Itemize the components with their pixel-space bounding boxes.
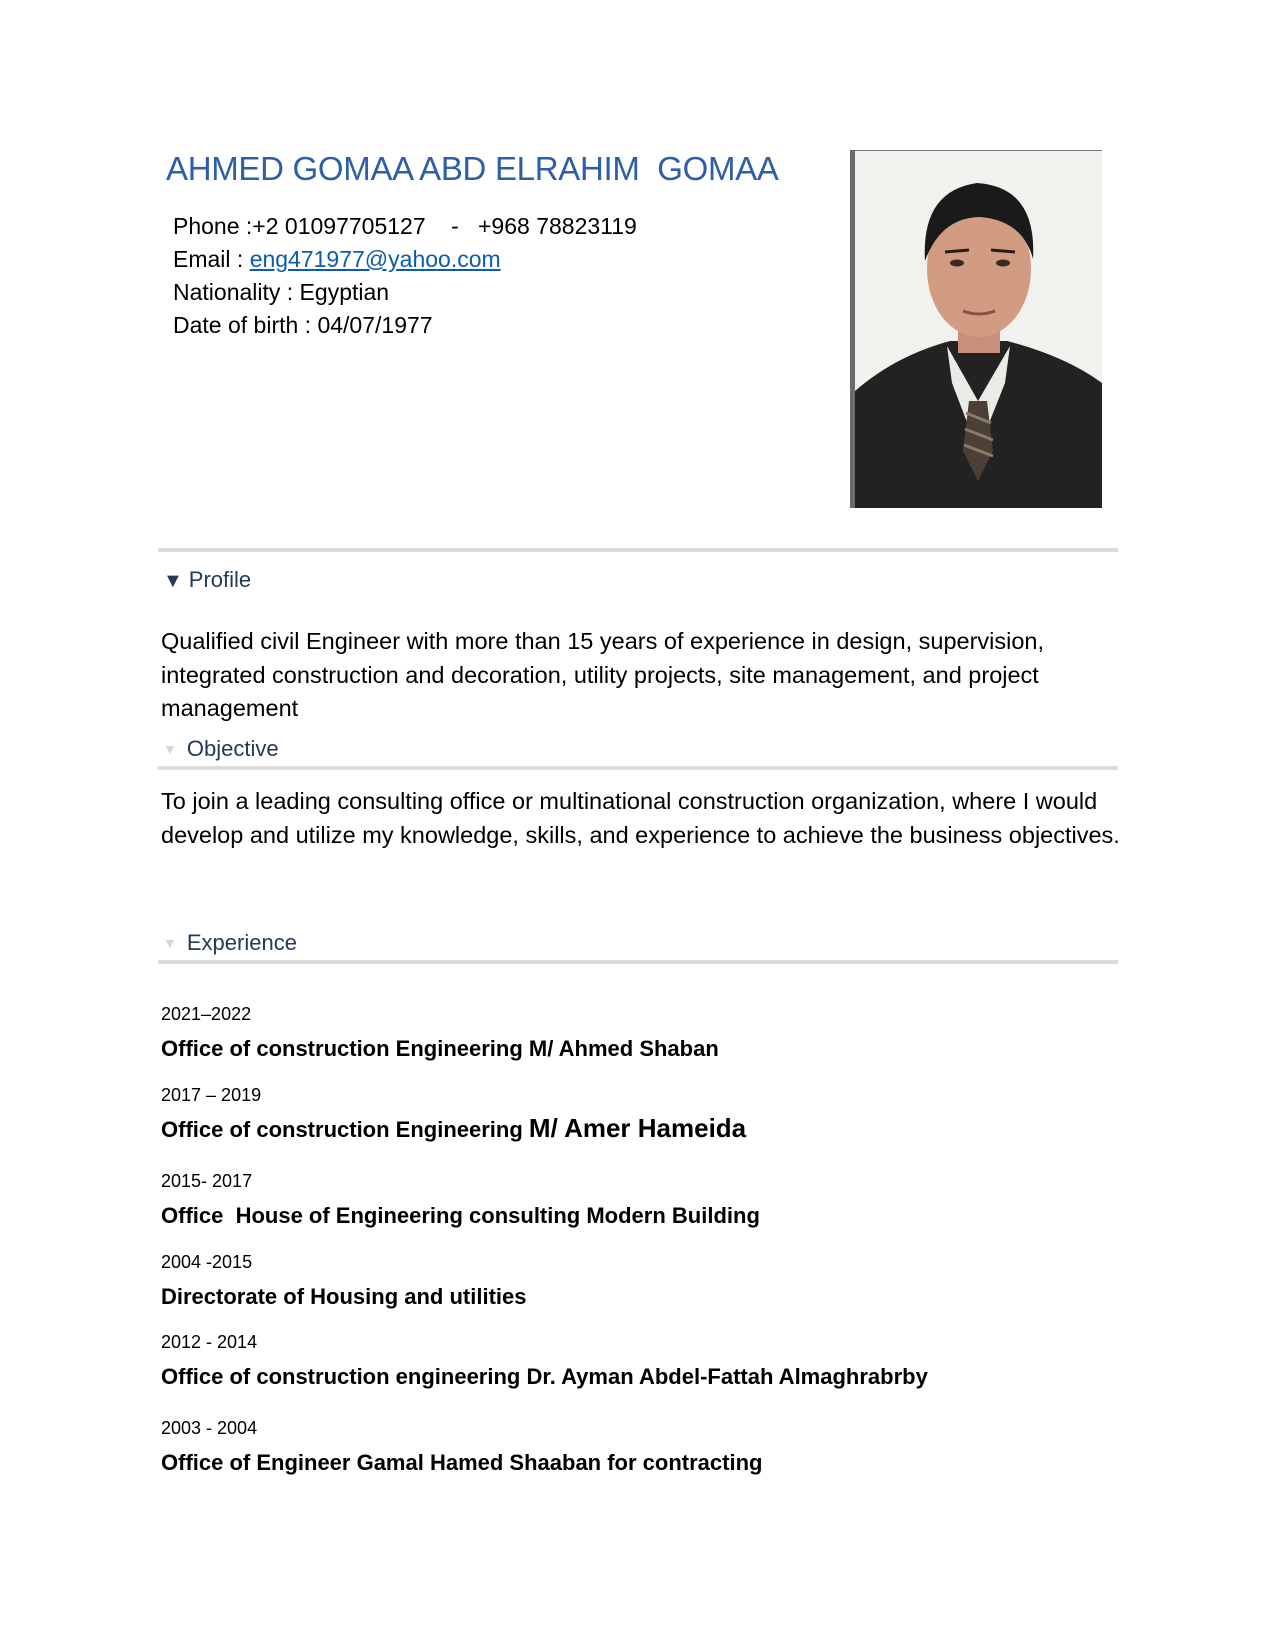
objective-heading-label: Objective: [186, 736, 279, 761]
contact-details: [173, 210, 637, 342]
triangle-down-light-icon: ▼: [163, 741, 177, 757]
email-link[interactable]: eng471977@yahoo.com: [249, 246, 501, 272]
experience-organization: Office of construction engineering Dr. Ayman Abdel-Fattah Almaghrabrby: [161, 1364, 928, 1389]
experience-organization: Directorate of Housing and utilities: [161, 1284, 527, 1309]
objective-text: To join a leading consulting office or multinational construction organization, where I would develop and utilize my knowledge, skills, and experience to achieve the business objectives.: [161, 788, 1120, 848]
section-heading-objective[interactable]: [163, 736, 279, 762]
phone-line: Phone :+2 01097705127 - +968 78823119: [173, 213, 637, 239]
candidate-name: AHMED GOMAA ABD ELRAHIM GOMAA: [166, 150, 779, 187]
experience-years: 2004 -2015: [161, 1252, 253, 1272]
experience-years: 2015- 2017: [161, 1171, 253, 1191]
portrait-illustration: [855, 151, 1102, 508]
triangle-down-icon: ▼: [163, 570, 183, 592]
experience-heading-label: Experience: [186, 930, 297, 955]
section-heading-experience[interactable]: [163, 930, 297, 956]
profile-text: Qualified civil Engineer with more than 15 years of experience in design, supervision, integrated construction and decoration, utility projects, site management, and project management: [161, 628, 1045, 721]
date-of-birth-line: Date of birth : 04/07/1977: [173, 312, 433, 338]
experience-organization: Office of construction Engineering M/ Ahmed Shaban: [161, 1036, 719, 1061]
experience-years: 2017 – 2019: [161, 1085, 262, 1105]
experience-item: [161, 1085, 746, 1144]
experience-organization: Office of Engineer Gamal Hamed Shaaban for contracting: [161, 1450, 763, 1475]
section-divider: [158, 548, 1118, 552]
experience-organization: Office House of Engineering consulting Modern Building: [161, 1203, 760, 1228]
section-divider: [158, 960, 1118, 964]
profile-heading-label: Profile: [188, 567, 252, 592]
experience-item: [161, 1171, 760, 1230]
experience-years: 2012 - 2014: [161, 1332, 258, 1352]
section-heading-profile[interactable]: [163, 567, 251, 593]
experience-years: 2021–2022: [161, 1004, 252, 1024]
experience-years: 2003 - 2004: [161, 1418, 258, 1438]
experience-item: [161, 1418, 762, 1477]
experience-organization: Office of construction Engineering M/ Amer Hameida: [161, 1113, 747, 1143]
email-line: [173, 243, 637, 276]
triangle-down-light-icon: ▼: [163, 935, 177, 951]
email-label: Email :: [173, 246, 250, 272]
section-divider: [158, 766, 1118, 770]
experience-item: [161, 1004, 719, 1063]
profile-photo: [850, 150, 1102, 508]
nationality-line: Nationality : Egyptian: [173, 279, 390, 305]
experience-item: [161, 1332, 928, 1391]
experience-item: [161, 1252, 526, 1311]
